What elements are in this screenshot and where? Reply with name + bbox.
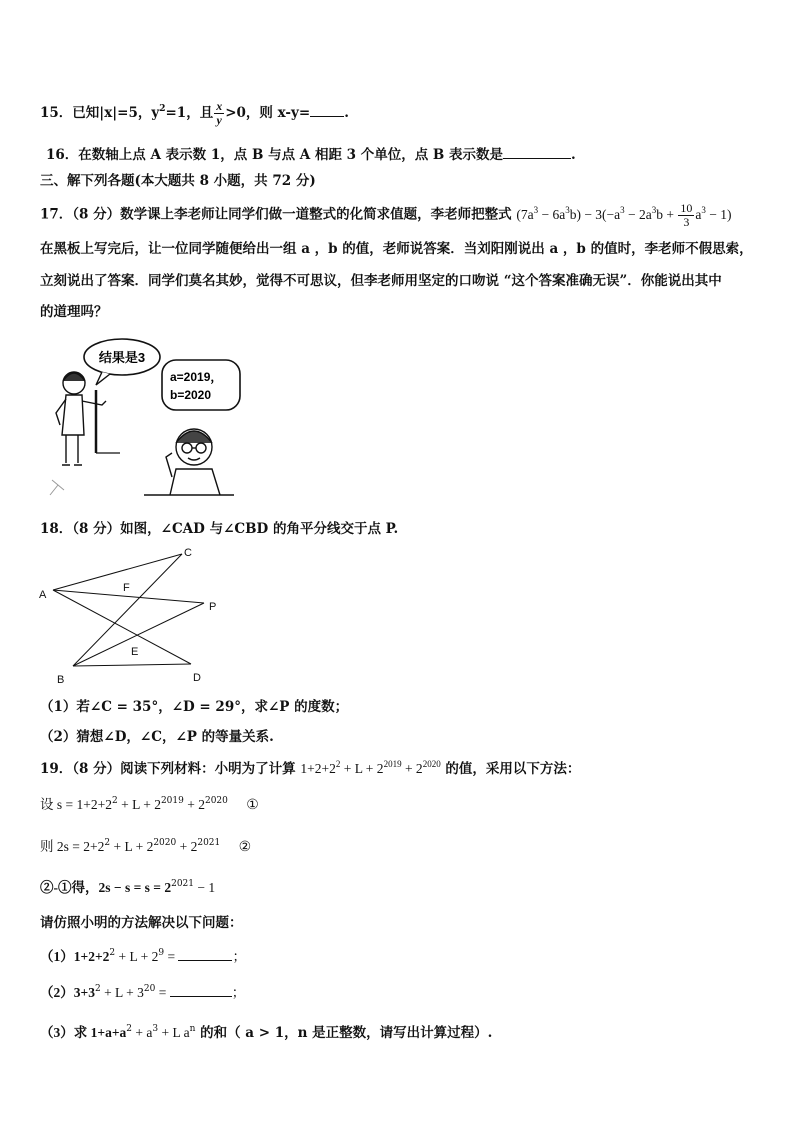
q16-text: 16．在数轴上点 A 表示数 1，点 B 与点 A 相距 3 个单位，点 B 表示数是 xyxy=(46,147,504,163)
q19-s-plus: + 2 xyxy=(183,797,205,812)
q19-p1-sup2: 9 xyxy=(158,948,165,958)
label-A: A xyxy=(39,589,47,601)
q19-s2-plus: + 2 xyxy=(176,839,198,854)
q19-diff-line: ②-①得，2s − s = s = 2 xyxy=(40,880,172,895)
label-E: E xyxy=(131,646,139,658)
q19-intro-text: 19．（8 分）阅读下列材料：小明为了计算 xyxy=(40,761,301,777)
q19-s2-sup1: 2 xyxy=(104,838,111,848)
q19-p3-end: 的和（ a > 1，n 是正整数，请写出计算过程）. xyxy=(195,1025,493,1041)
q19-s-sup2: 2019 xyxy=(160,796,184,806)
label-B: B xyxy=(57,674,65,686)
q19-p2-mid: + L + 3 xyxy=(100,985,144,1000)
q19-diff-sup: 2021 xyxy=(171,879,194,889)
label-P: P xyxy=(209,601,217,613)
q19-p3-mid: + a xyxy=(132,1025,153,1040)
q17-sup-2: 3 xyxy=(565,204,570,215)
question-15 xyxy=(40,100,349,127)
q19-diff-end: − 1 xyxy=(194,880,216,895)
q19-s-sup1: 2 xyxy=(111,796,118,806)
q19-p3-l: + L a xyxy=(158,1025,190,1040)
q16-answer-blank[interactable] xyxy=(503,146,571,159)
teacher-bubble-text: 结果是3 xyxy=(98,350,146,365)
q17-cartoon-illustration xyxy=(44,335,244,500)
q19-intro-expr: 1+2+2 xyxy=(300,761,336,776)
q19-s-sup3: 2020 xyxy=(204,796,228,806)
question-18: 18．（8 分）如图，∠CAD 与∠CBD 的角平分线交于点 P. xyxy=(40,521,399,537)
q19-step-1 xyxy=(40,796,259,814)
question-17-line2: 在黑板上写完后，让一位同学随便给出一组 a ，b 的值，老师说答案．当刘阳刚说出 a ，b 的值时，李老师不假思索， xyxy=(40,241,753,257)
q19-p3-sup1: 2 xyxy=(126,1024,132,1034)
question-17-line3: 立刻说出了答案．同学们莫名其妙，觉得不可思议，但李老师用坚定的口吻说 “这个答案准确无误”．你能说出其中 xyxy=(40,273,722,289)
q19-sup-b: 2019 xyxy=(383,759,402,769)
student-bubble-line1: a=2019， xyxy=(170,370,223,384)
q19-intro-expression: $1+2+2^2 + L + 2^{2019} + 2^{2020}$ xyxy=(300,759,441,776)
q19-s2-sup3: 2021 xyxy=(197,838,221,848)
q18-geometry-figure xyxy=(34,540,234,690)
q15-frac-num: x xyxy=(216,99,223,113)
q19-p1-sup1: 2 xyxy=(109,948,116,958)
q19-part-1: $(1)1+2+2^2 + L + 2^9$ = ； xyxy=(40,948,246,965)
q19-s2-line: 则 2s = 2+2 xyxy=(40,839,105,854)
q17-expr-a: (7a xyxy=(516,206,534,222)
segment-BP xyxy=(73,603,204,666)
q19-step-3 xyxy=(40,879,215,897)
teacher-figure-icon xyxy=(56,372,106,465)
q19-sup-c: 2020 xyxy=(422,759,441,769)
q15-answer-blank[interactable] xyxy=(310,104,344,117)
segment-AD xyxy=(53,590,191,664)
q19-p2-sup2: 20 xyxy=(143,984,156,994)
q19-sup-a: 2 xyxy=(335,759,341,769)
label-F: F xyxy=(123,582,130,594)
q19-p3-sup3: n xyxy=(189,1024,196,1034)
q17-sup-4: 3 xyxy=(651,204,657,215)
q17-sup-5: 3 xyxy=(701,204,706,215)
q19-step-2 xyxy=(40,838,251,856)
q17-expression xyxy=(516,201,732,229)
q19-s2-sup2: 2020 xyxy=(153,838,177,848)
q17-expr-e: b + xyxy=(656,206,678,222)
q17-sup-3: 3 xyxy=(620,204,625,215)
q19-p2-text: （2）3+3 xyxy=(40,985,95,1000)
question-18-sub2: （2）猜想∠D，∠C，∠P 的等量关系. xyxy=(40,729,274,745)
question-16 xyxy=(46,146,576,164)
segment-AC xyxy=(53,554,182,590)
q19-mark-1: ① xyxy=(246,797,259,813)
student-figure-icon xyxy=(144,429,234,495)
q17-expr-d: − 2a xyxy=(624,206,652,222)
q15-text: 15．已知|x|=5，y xyxy=(40,105,160,121)
q17-expr-c: b) − 3(−a xyxy=(569,206,621,222)
q17-expr-b: − 6a xyxy=(538,206,566,222)
q19-intro-end: 的值，采用以下方法： xyxy=(440,761,581,777)
q19-p2-sup1: 2 xyxy=(94,984,101,994)
question-17-line4: 的道理吗？ xyxy=(40,304,108,320)
q19-part-2: $(2)3+3^2 + L + 3^{20}$ = ； xyxy=(40,984,246,1001)
question-19-intro xyxy=(40,760,580,778)
q19-p3-sup2: 3 xyxy=(152,1024,159,1034)
q19-s-rest: + L + 2 xyxy=(117,797,161,812)
label-D: D xyxy=(193,672,201,684)
q16-end: . xyxy=(571,147,576,163)
q19-p2-tail: = xyxy=(155,985,170,1000)
q17-sup-1: 3 xyxy=(533,204,539,215)
q15-rel: >0，则 x-y= xyxy=(225,105,311,121)
q19-p1-answer-blank[interactable] xyxy=(178,948,232,961)
sketch-marks xyxy=(50,480,64,495)
q19-p2-answer-blank[interactable] xyxy=(170,984,232,997)
q19-imitate: 请仿照小明的方法解决以下问题： xyxy=(40,915,243,931)
q17-expr-g: − 1) xyxy=(705,206,732,222)
q17-expr-f: a xyxy=(695,206,702,222)
q15-frac-den: y xyxy=(216,113,222,127)
q17-text: 17．（8 分）数学课上李老师让同学们做一道整式的化简求值题，李老师把整式 xyxy=(40,206,512,223)
q15-fraction xyxy=(214,100,224,127)
q19-s2-rest: + L + 2 xyxy=(110,839,154,854)
teacher-bubble-tail xyxy=(96,372,110,385)
q19-mark-2: ② xyxy=(238,839,252,855)
q17-frac-num: 10 xyxy=(680,201,693,215)
section-3-title: 三、解下列各题(本大题共 8 小题，共 72 分) xyxy=(40,173,316,189)
question-18-sub1: （1）若∠C = 35°，∠D = 29°，求∠P 的度数； xyxy=(40,699,349,715)
q17-fraction xyxy=(678,202,694,229)
q19-p1-tail: = xyxy=(164,949,179,964)
q19-s-line: 设 s = 1+2+2 xyxy=(40,797,112,812)
q19-p1-text: （1）1+2+2 xyxy=(40,949,110,964)
q15-sup: 2 xyxy=(159,104,166,114)
question-17-line1 xyxy=(40,202,732,229)
segment-BD xyxy=(73,664,191,666)
label-C: C xyxy=(184,547,192,559)
student-bubble-line2: b=2020 xyxy=(170,388,212,402)
q15-end: . xyxy=(344,105,349,121)
q19-p1-mid: + L + 2 xyxy=(115,949,159,964)
q17-frac-den: 3 xyxy=(683,215,690,229)
q15-mid: =1，且 xyxy=(165,105,214,121)
q19-p3-text: （3）求 1+a+a xyxy=(40,1025,127,1040)
student-speech-bubble xyxy=(162,360,240,410)
q19-part-3 xyxy=(40,1024,492,1042)
